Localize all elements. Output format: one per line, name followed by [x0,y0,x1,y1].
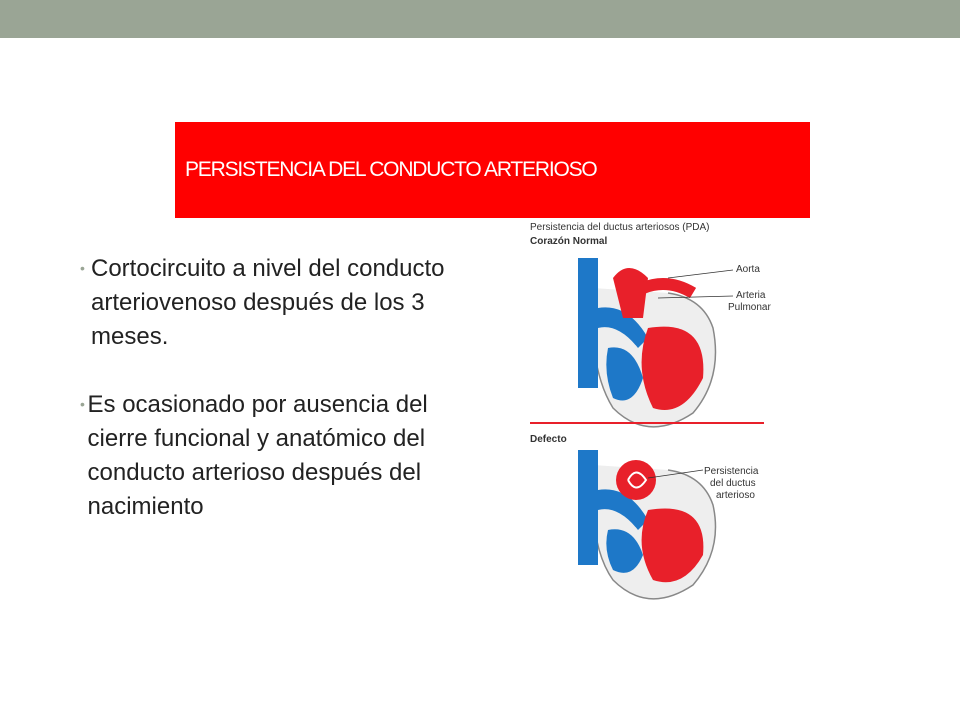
pda-label-3: arterioso [716,490,755,501]
arteria-label-1: Arteria [736,290,766,301]
pda-label-2: del ductus [710,478,756,489]
bullet-dot-icon: • [80,260,85,276]
normal-heart-illustration [518,248,778,448]
bullet-text: Cortocircuito a nivel del conducto arteriovenoso después de los 3 meses. [91,255,445,350]
figure-caption: Persistencia del ductus arteriosos (PDA) [530,222,710,233]
bullet-text: Es ocasionado por ausencia del cierre funcional y anatómico del conducto arterioso después del nacimiento [87,391,428,520]
top-bar [0,0,960,38]
title-box [175,122,810,218]
defect-label: Defecto [530,434,567,445]
arteria-label-2: Pulmonar [728,302,771,313]
bullet-dot-icon: • [80,396,85,412]
normal-heart-label: Corazón Normal [530,236,608,247]
divider-line [530,422,764,424]
slide-title: PERSISTENCIA DEL CONDUCTO ARTERIOSO [185,158,597,181]
aorta-label: Aorta [736,264,760,275]
bullet-list [80,252,480,558]
heart-diagram-figure [518,218,778,608]
pda-label-1: Persistencia [704,466,759,477]
bullet-item [80,388,480,524]
bullet-item [80,252,480,354]
